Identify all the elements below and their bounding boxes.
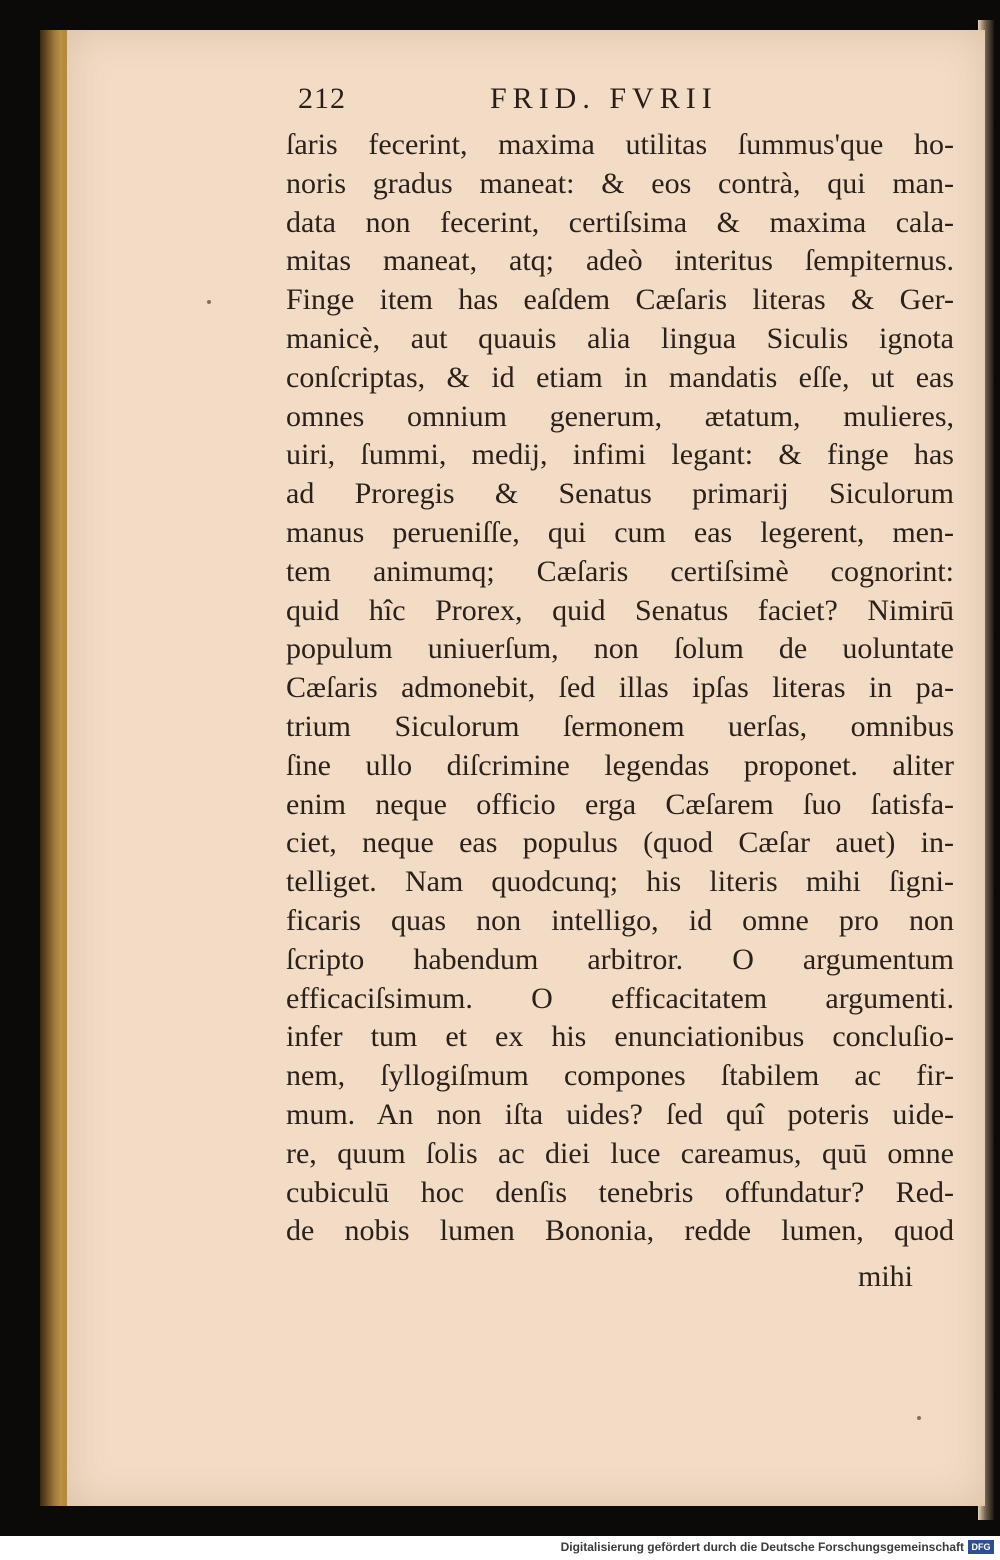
text-line: uiri, ſummi, medij, infimi legant: & finge has bbox=[286, 438, 954, 472]
text-line: quid hîc Prorex, quid Senatus faciet? Nimirū bbox=[286, 593, 954, 627]
text-line: Cæſaris admonebit, ſed illas ipſas literas in pa- bbox=[286, 671, 954, 705]
text-line: conſcriptas, & id etiam in mandatis eſſe, ut eas bbox=[286, 360, 954, 394]
paper-speck bbox=[207, 300, 211, 304]
text-line: manus perueniſſe, qui cum eas legerent, men- bbox=[286, 515, 954, 549]
text-line: re, quum ſolis ac diei luce careamus, quū omne bbox=[286, 1136, 954, 1170]
text-line: manicè, aut quauis alia lingua Siculis ignota bbox=[286, 321, 954, 355]
text-line: de nobis lumen Bononia, redde lumen, quod bbox=[286, 1214, 954, 1248]
dfg-logo-icon: DFG bbox=[968, 1540, 994, 1554]
running-title: FRID. FVRII bbox=[490, 82, 718, 115]
text-line: cubiculū hoc denſis tenebris offundatur? Red- bbox=[286, 1175, 954, 1209]
text-line: enim neque officio erga Cæſarem ſuo ſatisfa- bbox=[286, 787, 954, 821]
text-line: omnes omnium generum, ætatum, mulieres, bbox=[286, 399, 954, 433]
text-line: mitas maneat, atq; adeò interitus ſempiternus. bbox=[286, 244, 954, 278]
text-line: telliget. Nam quodcunq; his literis mihi ſigni- bbox=[286, 865, 954, 899]
text-line: ſaris fecerint, maxima utilitas ſummus'que ho- bbox=[286, 128, 954, 161]
page-header bbox=[298, 82, 768, 122]
funding-credit: Digitalisierung gefördert durch die Deutsche Forschungsgemeinschaft bbox=[560, 1540, 964, 1554]
text-line: ſine ullo diſcrimine legendas proponet. aliter bbox=[286, 748, 954, 782]
text-line: nem, ſyllogiſmum compones ſtabilem ac fir- bbox=[286, 1059, 954, 1093]
text-line: mum. An non iſta uides? ſed quî poteris uide- bbox=[286, 1097, 954, 1131]
paper-speck bbox=[917, 1416, 921, 1420]
footer-bar bbox=[0, 1536, 1000, 1560]
body-text bbox=[286, 126, 954, 1251]
text-line: efficaciſsimum. O efficacitatem argumenti. bbox=[286, 981, 954, 1015]
text-line: ſcripto habendum arbitror. O argumentum bbox=[286, 942, 954, 976]
text-line: ciet, neque eas populus (quod Cæſar auet) in- bbox=[286, 826, 954, 860]
text-line: data non fecerint, certiſsima & maxima cala- bbox=[286, 205, 954, 239]
text-line: populum uniuerſum, non ſolum de uoluntate bbox=[286, 632, 954, 666]
page-number: 212 bbox=[298, 82, 346, 115]
text-line: ficaris quas non intelligo, id omne pro non bbox=[286, 903, 954, 937]
catchword: mihi bbox=[858, 1260, 914, 1293]
book-fore-edge bbox=[40, 30, 64, 1506]
text-line: noris gradus maneat: & eos contrà, qui man- bbox=[286, 166, 954, 200]
text-line: ad Proregis & Senatus primarij Siculorum bbox=[286, 477, 954, 511]
text-line: Finge item has eaſdem Cæſaris literas & Ger- bbox=[286, 283, 954, 317]
text-line: tem animumq; Cæſaris certiſsimè cognorint: bbox=[286, 554, 954, 588]
text-line: infer tum et ex his enunciationibus concluſio- bbox=[286, 1020, 954, 1054]
text-line: trium Siculorum ſermonem uerſas, omnibus bbox=[286, 709, 954, 743]
